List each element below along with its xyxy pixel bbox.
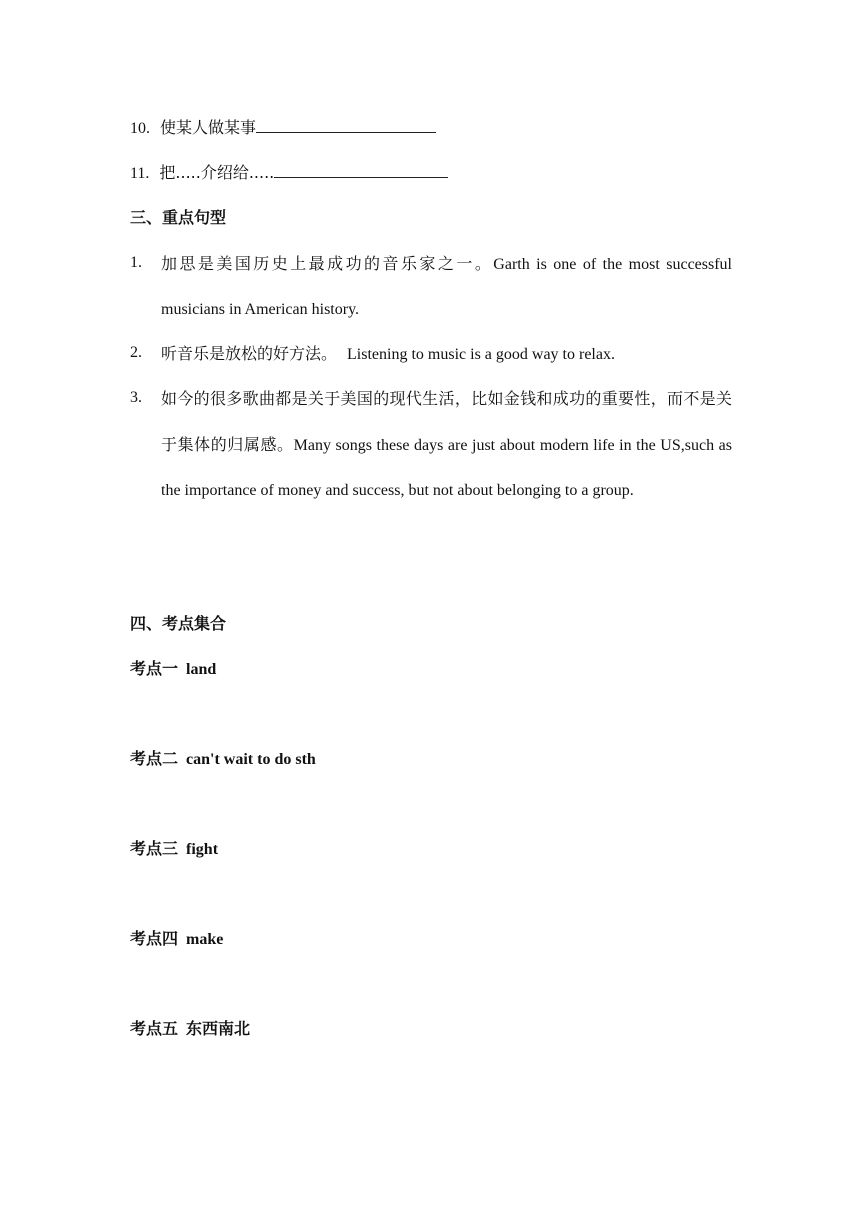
test-point-term: land [186,661,217,678]
sentence-cn: 加思是美国历史上最成功的音乐家之一。 [161,254,494,273]
sentence-number: 1. [130,254,142,271]
sentence-en: Many songs these days are just about modern life in the US,such as the importance of money and success, but not about belonging to a group. [161,437,732,499]
sentence-body [161,376,732,513]
vocab-text: 使某人做某事 [160,118,257,137]
test-point-term: 东西南北 [186,1019,251,1038]
vocab-item-11 [130,163,448,184]
test-point-2 [130,749,316,770]
test-point-term: can't wait to do sth [186,751,316,768]
vocab-text: 把.....介绍给..... [159,163,275,182]
sentence-cn: 如今的很多歌曲都是关于美国的现代生活，比如金钱和成功的重要性，而不是关于集体的归属感。 [161,389,732,454]
test-point-term: fight [186,841,219,858]
section-heading-test-points: 四、考点集合 [130,614,227,633]
test-point-5 [130,1019,250,1040]
test-point-1 [130,659,216,680]
test-point-term: make [186,931,224,948]
test-point-label: 考点二 [130,749,179,768]
section-heading-key-sentences: 三、重点句型 [130,208,227,227]
answer-blank[interactable] [274,163,448,178]
sentence-item-2 [130,331,732,376]
vocab-number: 10. [130,120,150,137]
test-point-label: 考点五 [130,1019,179,1038]
vocab-number: 11. [130,165,150,182]
sentence-item-1 [130,241,732,331]
answer-blank[interactable] [256,118,436,133]
test-point-3 [130,839,218,860]
sentence-number: 2. [130,344,142,361]
vocab-item-10 [130,118,436,139]
sentence-en: Garth is one of the most successful musicians in American history. [161,256,732,318]
sentence-number: 3. [130,389,142,406]
sentence-body [161,331,732,377]
test-point-4 [130,929,223,950]
sentence-body [161,241,732,332]
sentence-cn: 听音乐是放松的好方法。 [161,344,338,363]
test-point-label: 考点一 [130,659,179,678]
test-point-label: 考点三 [130,839,179,858]
test-point-label: 考点四 [130,929,179,948]
sentence-en: Listening to music is a good way to relax. [347,346,615,363]
sentence-item-3 [130,376,732,556]
